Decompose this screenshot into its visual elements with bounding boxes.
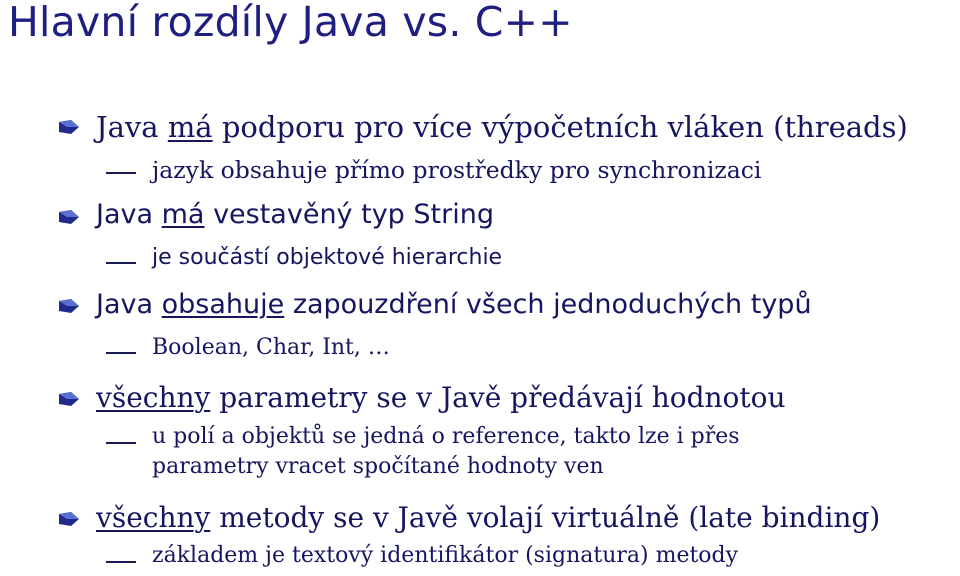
bullet-1-sub-1: jazyk obsahuje přímo prostředky pro synchronizaci (152, 156, 762, 184)
arrow-bullet-icon (58, 510, 80, 528)
bullet-1-text: Java má podporu pro více výpočetních vláken (threads) (96, 110, 908, 144)
bullet-3-sub-1: Boolean, Char, Int, … (152, 335, 390, 360)
sub-dash (106, 561, 136, 563)
bullet-5-text: všechny metody se v Javě volají virtuálně (late binding) (96, 501, 881, 534)
sub-dash (106, 442, 136, 444)
bullet-2-sub-1: je součástí objektové hierarchie (152, 245, 503, 270)
sub-dash (106, 352, 136, 354)
bullet-4-sub-2: parametry vracet spočítané hodnoty ven (152, 454, 604, 479)
bullet-3-text: Java obsahuje zapouzdření všech jednoduchých typů (96, 289, 812, 320)
bullet-4-text: všechny parametry se v Javě předávají hodnotou (96, 381, 786, 414)
bullet-5-sub-1: základem je textový identifikátor (signatura) metody (152, 543, 739, 568)
arrow-bullet-icon (58, 390, 80, 408)
bullet-2-text: Java má vestavěný typ String (96, 199, 494, 230)
arrow-bullet-icon (58, 208, 80, 226)
arrow-bullet-icon (58, 118, 80, 136)
slide-title: Hlavní rozdíly Java vs. C++ (8, 0, 573, 46)
sub-dash (106, 262, 136, 264)
arrow-bullet-icon (58, 297, 80, 315)
bullet-4-sub-1: u polí a objektů se jedná o reference, takto lze i přes (152, 424, 740, 449)
sub-dash (106, 172, 136, 174)
